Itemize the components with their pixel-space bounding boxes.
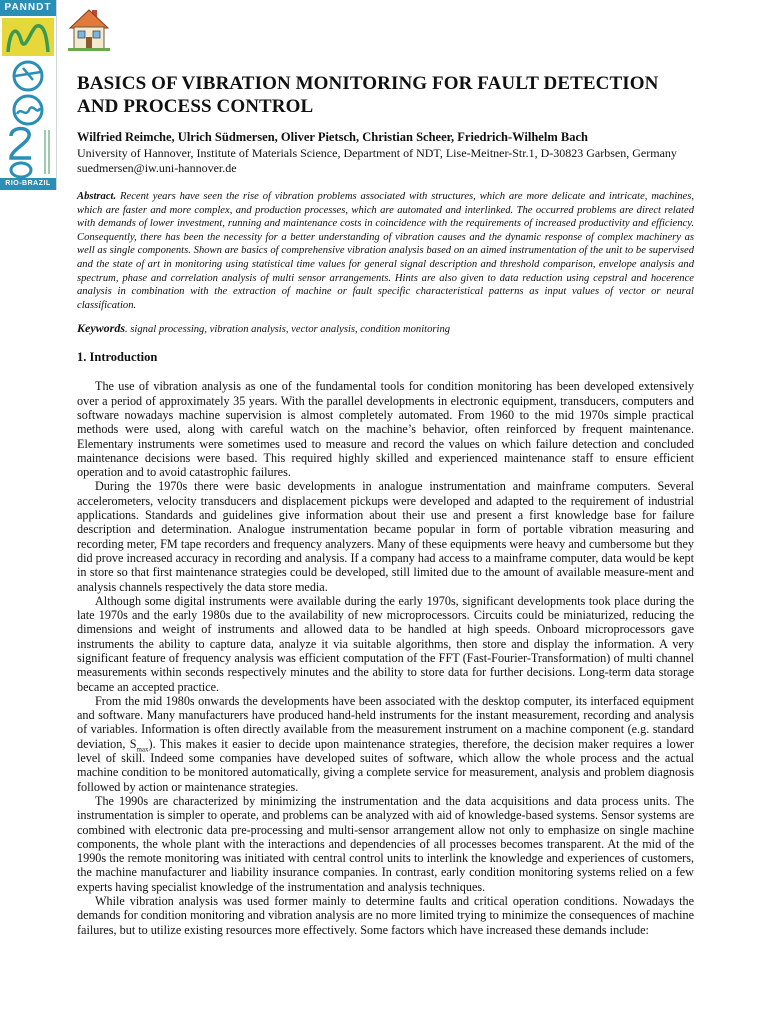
subscript: max: [136, 745, 149, 754]
keywords-label: Keywords: [77, 321, 125, 336]
paragraph: While vibration analysis was used former mainly to determine faults and critical operation conditions. Nowadays the demands for condition monitoring and vibration analysis are no more limited trying to minimize the consequences of machine failures, but to utilize existing resources more effectively. Some factors which have increased these demands include:: [77, 894, 694, 937]
paragraph: The 1990s are characterized by minimizing the instrumentation and the data acquisitions and data process units. The instrumentation is simpler to operate, and problems can be analyzed with aid of knowledge-based systems. Sensor systems are combined with electronic data pre-processing and multi-sensor arrangement allow not only to emphasize on single machine components, the whole plant with the interactions and dependencies of all processes becomes transparent. At the mid of the 1990s the remote monitoring was initiated with central control units to interlink the knowledge and experiences of customers, the machine manufacturer and liability insurance companies. In contrast, early condition monitoring systems relied on a few experts having specialist knowledge of the instrumentation and analysis techniques.: [77, 793, 694, 894]
paragraph-text: From the mid 1980s onwards the developments have been associated with the desktop computer, its interfaced equipment and software. Many manufacturers have produced hand-held instruments for the instant measurement, recording and analysis of variables. Information is often directly available from the measurement instrument on a machine component (e.g. standard deviation, S: [77, 693, 694, 751]
conference-logo-icon: [1, 18, 55, 178]
abstract-label: Abstract.: [77, 191, 117, 202]
paragraph: During the 1970s there were basic developments in analogue instrumentation and mainframe computers. Several accelerometers, velocity transducers and displacement pickups were developed and adapted to the requirement of industrial applications. Standards and guidelines give information about their use and present a first knowledge base for failure description and determination. Analogue instrumentation became popular in form of portable vibration measuring and recording meter, FM tape recorders and frequency analyzers. Many of these equipments were heavy and cumbersome but they did prove increased accuracy in recording and analysis. If a company had access to a mainframe computer, data would be kept in store so that first maintenance strategies could be developed, still limited due to the amount of available measure-ment and analysis channels respectively the data store media.: [77, 479, 694, 594]
paper-affiliation: University of Hannover, Institute of Materials Science, Department of NDT, Lise-Meitner-Str.1, D-30823 Garbsen, Germany: [77, 146, 677, 160]
banner-org-label: PANNDT: [0, 0, 56, 16]
paper-authors: Wilfried Reimche, Ulrich Südmersen, Oliver Pietsch, Christian Scheer, Friedrich-Wilhelm Bach: [77, 130, 588, 144]
banner-place-label: RIO-BRAZIL: [0, 178, 56, 190]
section-heading-introduction: 1. Introduction: [77, 350, 158, 365]
paragraph-text: ). This makes it easier to decide upon maintenance strategies, therefore, the decision maker requires a lower level of skill. Indeed some companies have developed suites of software, which allow the whole process and the actual machine condition to be monitored automatically, giving a complete service for measurement, analysis and problem diagnosis followed by action or maintenance strategies.: [77, 736, 694, 794]
keywords: [77, 322, 694, 336]
paper-title: BASICS OF VIBRATION MONITORING FOR FAULT DETECTION AND PROCESS CONTROL: [77, 73, 659, 117]
paragraph: Although some digital instruments were available during the early 1970s, significant developments took place during the late 1970s and the early 1980s due to the availability of new microprocessors. Circuits could be miniaturized, reducing the dimensions and weight of instruments and allowed data to be handled at high speeds. Onboard microprocessors gave instruments the ability to capture data, analyze it via suitable algorithms, then store and display the information. A very significant feature of frequency analysis was efficient computation of the FFT (Fast-Fourier-Transformation) of multi channel measurements within seconds respectively minutes and the ability to store data for further decisions. Long-term data storage became an accepted practice.: [77, 593, 694, 694]
paragraph: [77, 694, 694, 794]
abstract: [77, 190, 694, 312]
paper-body: [77, 72, 694, 937]
paragraph: The use of vibration analysis as one of the fundamental tools for condition monitoring has been developed extensively over a period of approximately 35 years. With the parallel developments in electronic equipment, transducers, computers and software nowadays machine supervision is almost completely automated. From 1960 to the mid 1970s simple practical methods were used, along with careful watch on the machine’s behavior, often reinforced by frequent maintenance. Elementary instruments were sometimes used to measure and record the values on which failure detection and concluded maintenance decisions were based. This required highly skilled and experienced maintenance staff to ensure efficient operation and to avoid catastrophic failures.: [77, 379, 694, 480]
abstract-text: Recent years have seen the rise of vibration problems associated with structures, which are more delicate and intricate, machines, which are faster and more complex, and production processes, which are automated and interlinked. The occurred problems are direct related with demands of lower investment, running and maintenance costs in coincidence with the requirements of increased productivity and efficiency. Consequently, there has been the necessity for a better understanding of vibration causes and the dynamic response of complex machinery as well as single components. Shown are basics of comprehensive vibration analysis based on an aimed instrumentation of the unit to be supervised and the state of art in monitoring using statistical time values for general signal description and threshold comparison, envelope analysis and spectrum, phase and correlation analysis of multi sensor arrangements. Hints are also given to data reduction using cepstral and hocerence analysis in combination with the extraction of machine or fault specific characteristical patterns as input values of vector or neural classification.: [77, 191, 694, 311]
home-icon[interactable]: [66, 6, 112, 52]
conference-banner: [0, 0, 57, 190]
paper-email[interactable]: suedmersen@iw.uni-hannover.de: [77, 161, 237, 175]
keywords-text: . signal processing, vibration analysis, vector analysis, condition monitoring: [125, 324, 451, 336]
